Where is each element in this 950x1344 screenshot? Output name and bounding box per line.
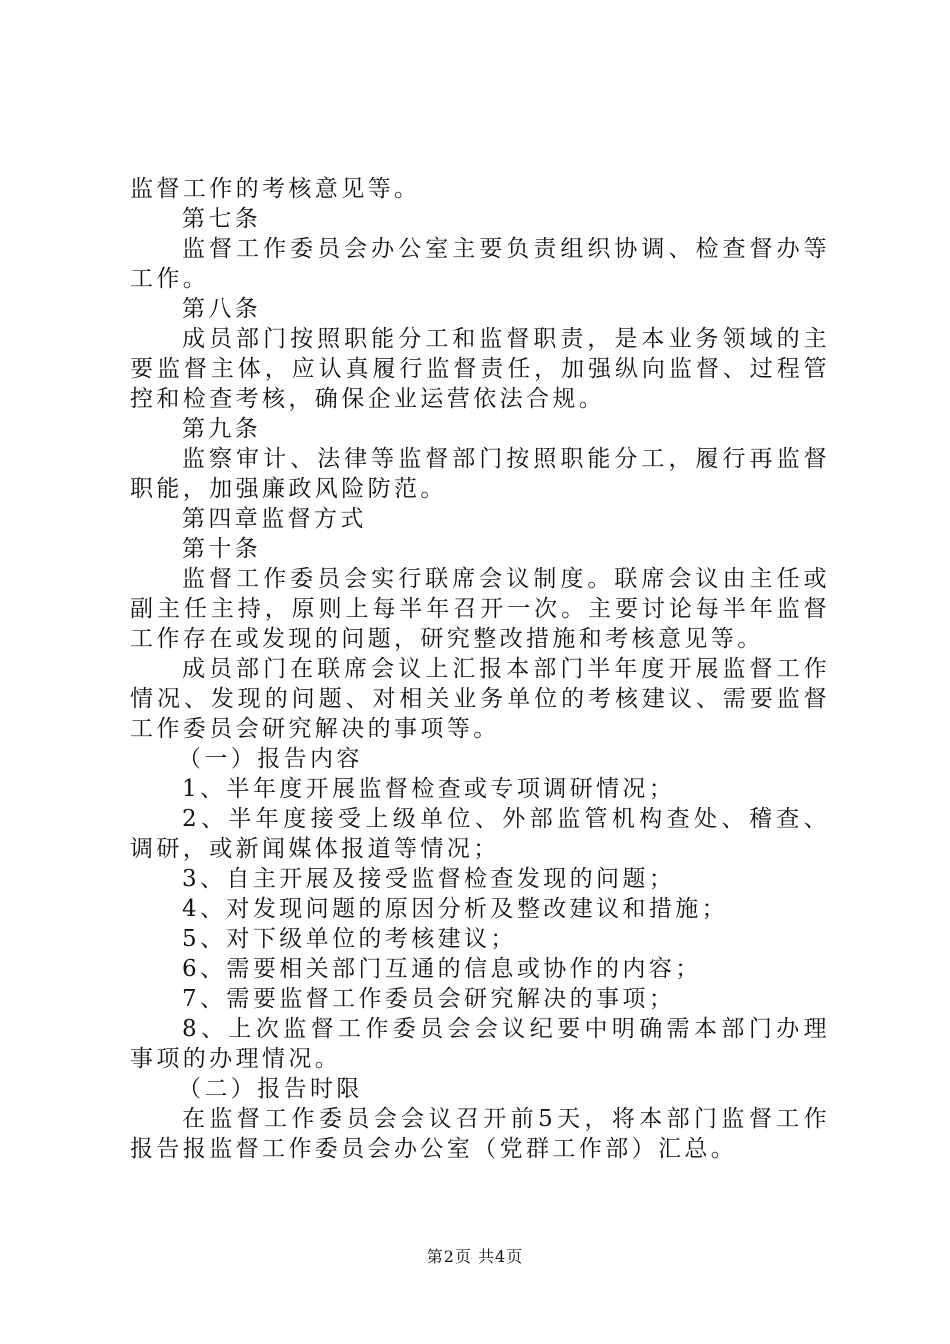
document-body: [130, 174, 830, 1164]
paragraph: 成员部门按照职能分工和监督职责，是本业务领域的主要监督主体，应认真履行监督责任，加强纵向监督、过程管控和检查考核，确保企业运营依法合规。: [130, 326, 830, 412]
article-heading: 第八条: [182, 296, 262, 322]
paragraph: 监督工作的考核意见等。: [130, 176, 421, 202]
page-footer: 第2页 共4页: [426, 1247, 524, 1266]
paragraph: 监督工作委员会办公室主要负责组织协调、检查督办等工作。: [130, 236, 830, 292]
list-item: 6、需要相关部门互通的信息或协作的内容；: [182, 956, 702, 982]
paragraph: 监察审计、法律等监督部门按照职能分工，履行再监督职能，加强廉政风险防范。: [130, 446, 830, 502]
paragraph: 在监督工作委员会会议召开前5天，将本部门监督工作报告报监督工作委员会办公室（党群工作部）汇总。: [130, 1106, 830, 1162]
list-item: 8、上次监督工作委员会会议纪要中明确需本部门办理事项的办理情况。: [130, 1016, 830, 1072]
section-heading: （一）报告内容: [178, 746, 363, 772]
article-heading: 第七条: [182, 206, 262, 232]
paragraph: 监督工作委员会实行联席会议制度。联席会议由主任或副主任主持，原则上每半年召开一次。主要讨论每半年监督工作存在或发现的问题，研究整改措施和考核意见等。: [130, 566, 830, 652]
list-item: 5、对下级单位的考核建议；: [182, 926, 517, 952]
list-item: 2、半年度接受上级单位、外部监管机构查处、稽查、调研，或新闻媒体报道等情况；: [130, 806, 830, 862]
paragraph: 成员部门在联席会议上汇报本部门半年度开展监督工作情况、发现的问题、对相关业务单位的考核建议、需要监督工作委员会研究解决的事项等。: [130, 656, 830, 742]
article-heading: 第十条: [182, 536, 262, 562]
list-item: 1、半年度开展监督检查或专项调研情况；: [182, 776, 676, 802]
list-item: 4、对发现问题的原因分析及整改建议和措施；: [182, 896, 729, 922]
chapter-heading: 第四章监督方式: [182, 506, 367, 532]
article-heading: 第九条: [182, 416, 262, 442]
section-heading: （二）报告时限: [178, 1076, 363, 1102]
list-item: 7、需要监督工作委员会研究解决的事项；: [182, 986, 676, 1012]
list-item: 3、自主开展及接受监督检查发现的问题；: [182, 866, 676, 892]
